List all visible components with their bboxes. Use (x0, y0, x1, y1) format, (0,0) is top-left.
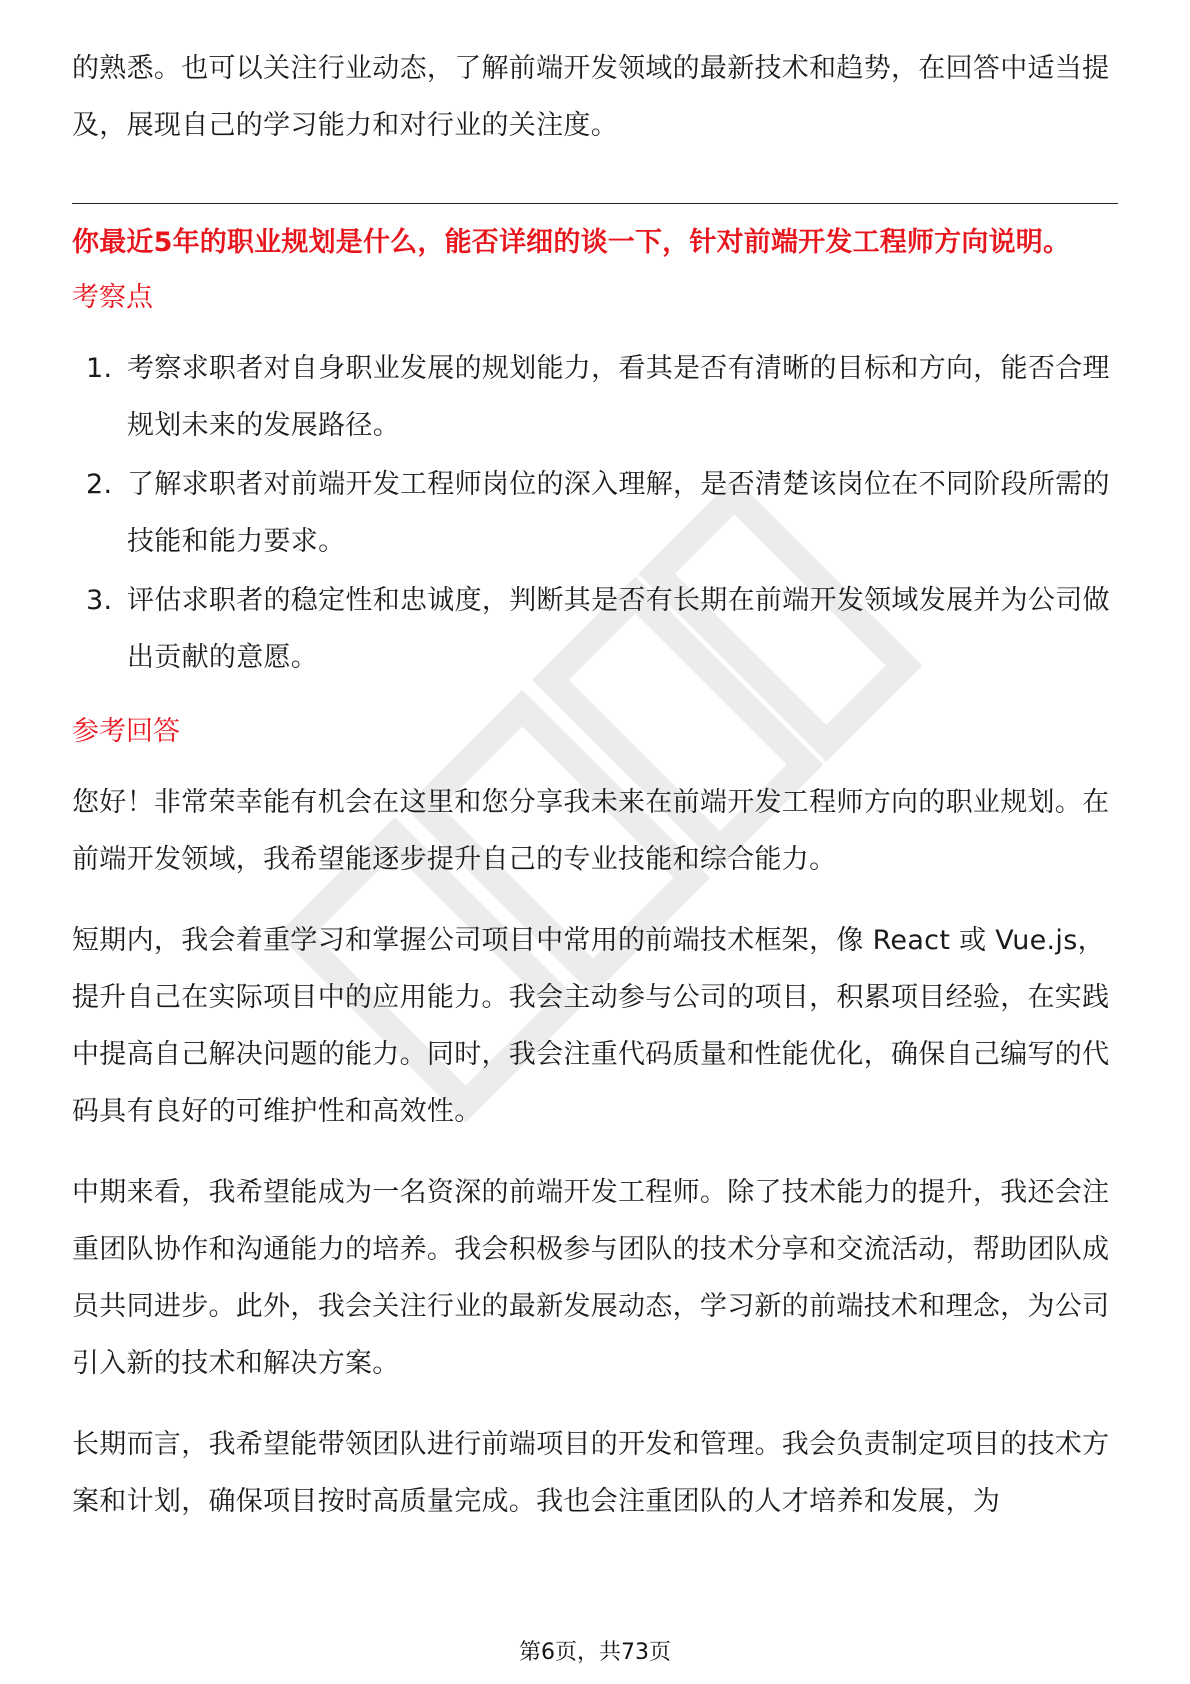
intro-paragraph: 的熟悉。也可以关注行业动态，了解前端开发领域的最新技术和趋势，在回答中适当提及，展现自己的学习能力和对行业的关注度。 (72, 53, 1110, 141)
answer-paragraph: 中期来看，我希望能成为一名资深的前端开发工程师。除了技术能力的提升，我还会注重团队协作和沟通能力的培养。我会积极参与团队的技术分享和交流活动，帮助团队成员共同进步。此外，我会关注行业的最新发展动态，学习新的前端技术和理念，为公司引入新的技术和解决方案。 (72, 1177, 1110, 1379)
list-item-number: 2. (86, 469, 113, 500)
document-page (72, 40, 1118, 1530)
answer-paragraph: 短期内，我会着重学习和掌握公司项目中常用的前端技术框架，像 React 或 Vue.js，提升自己在实际项目中的应用能力。我会主动参与公司的项目，积累项目经验，在实践中提高自己解决问题的能力。同时，我会注重代码质量和性能优化，确保自己编写的代码具有良好的可维护性和高效性。 (72, 925, 1110, 1127)
list-item-text: 考察求职者对自身职业发展的规划能力，看其是否有清晰的目标和方向，能否合理规划未来的发展路径。 (127, 353, 1110, 441)
list-item-number: 1. (86, 353, 113, 384)
section-divider (72, 203, 1118, 204)
answer-title: 参考回答 (72, 716, 180, 747)
list-item (72, 572, 1118, 686)
list-item-text: 了解求职者对前端开发工程师岗位的深入理解，是否清楚该岗位在不同阶段所需的技能和能力要求。 (127, 469, 1110, 557)
list-item-text: 评估求职者的稳定性和忠诚度，判断其是否有长期在前端开发领域发展并为公司做出贡献的意愿。 (127, 585, 1110, 673)
list-item (72, 340, 1118, 454)
question-heading: 你最近5年的职业规划是什么，能否详细的谈一下，针对前端开发工程师方向说明。 (72, 227, 1071, 258)
assessment-title: 考察点 (72, 282, 153, 313)
answer-paragraph: 长期而言，我希望能带领团队进行前端项目的开发和管理。我会负责制定项目的技术方案和计划，确保项目按时高质量完成。我也会注重团队的人才培养和发展，为 (72, 1429, 1110, 1517)
page-footer: 第6页，共73页 (519, 1640, 671, 1665)
answer-paragraph: 您好！非常荣幸能有机会在这里和您分享我未来在前端开发工程师方向的职业规划。在前端开发领域，我希望能逐步提升自己的专业技能和综合能力。 (72, 787, 1110, 875)
assessment-list (72, 340, 1118, 686)
list-item (72, 456, 1118, 570)
list-item-number: 3. (86, 585, 113, 616)
